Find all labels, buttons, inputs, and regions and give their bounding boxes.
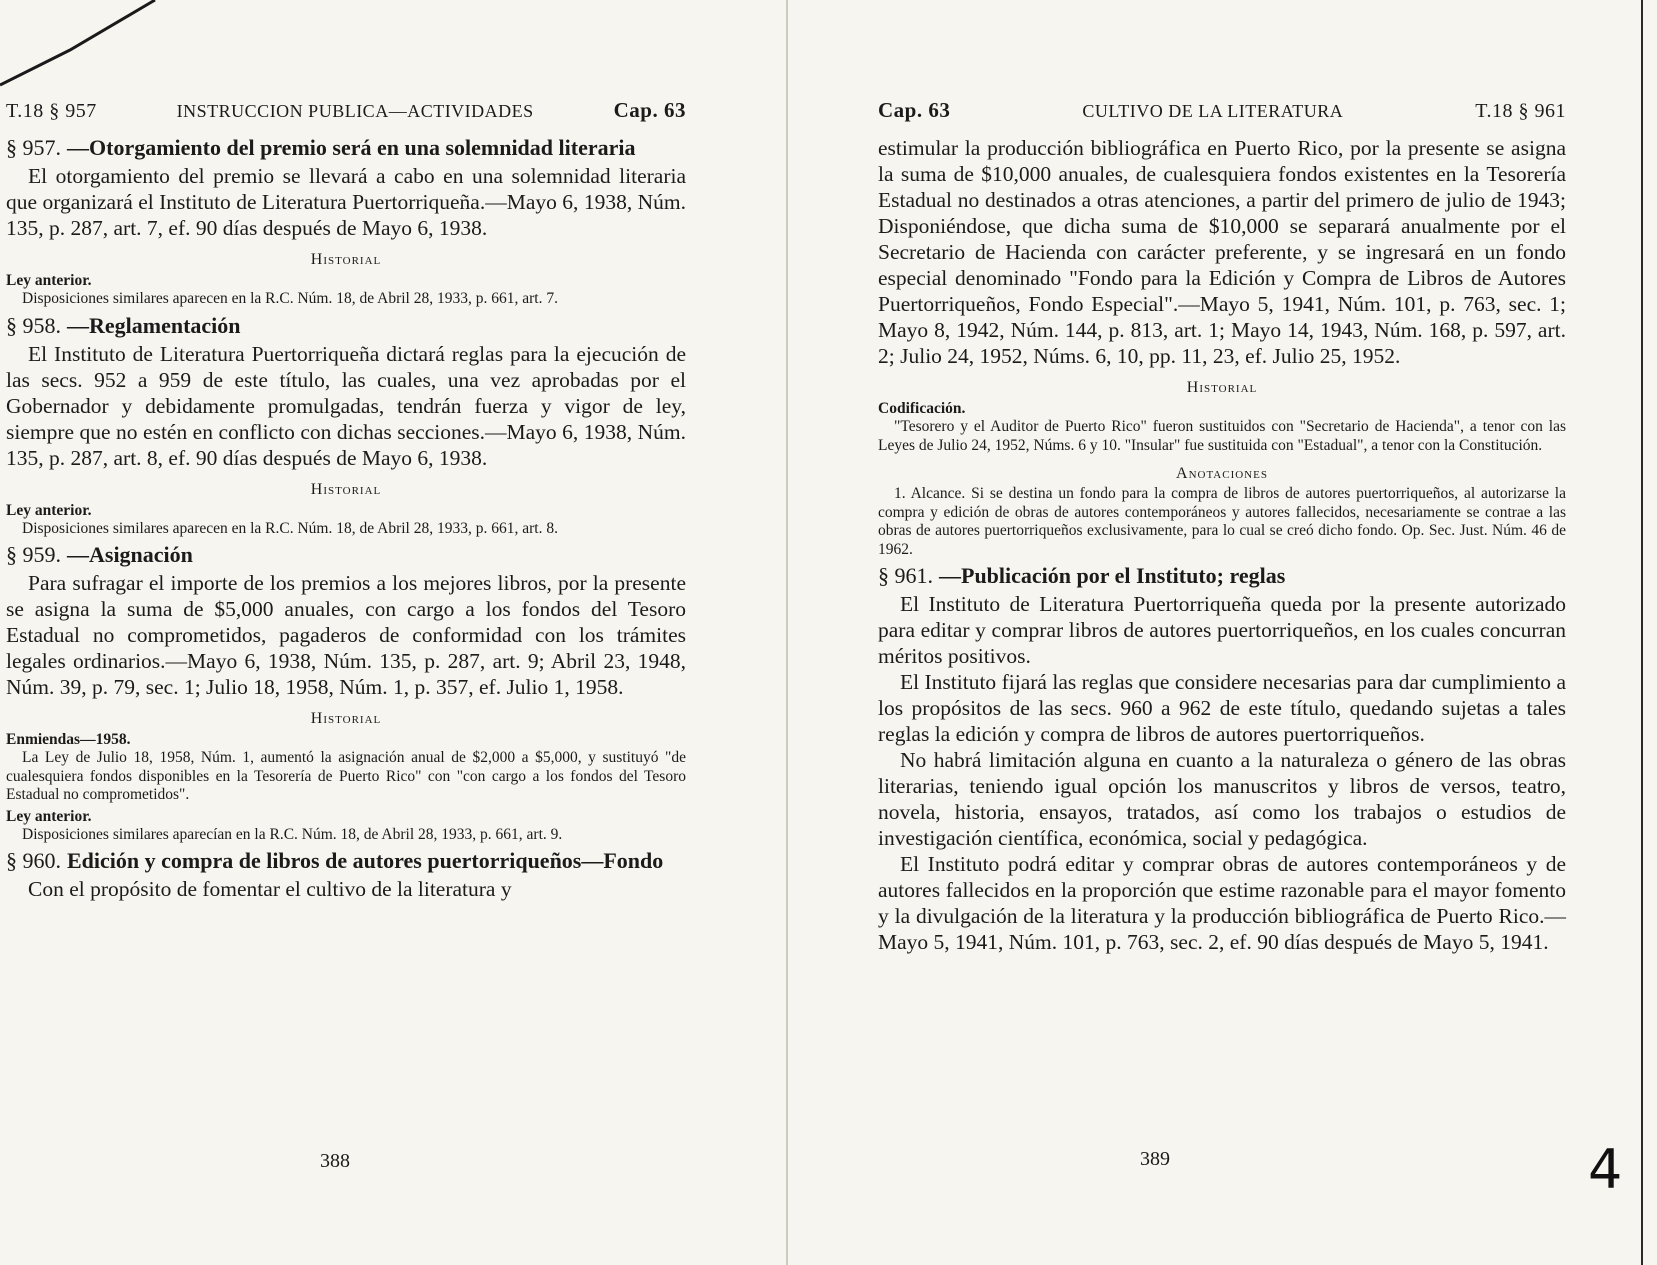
section-title: —Reglamentación xyxy=(67,312,241,338)
section-title: —Publicación por el Instituto; reglas xyxy=(939,563,1286,588)
left-head-right: Cap. 63 xyxy=(613,98,686,122)
section-heading xyxy=(6,313,686,339)
note-label: Ley anterior. xyxy=(6,807,92,825)
note-text: Disposiciones similares aparecen en la R.C. Núm. 18, de Abril 28, 1933, p. 661, art. 7. xyxy=(22,290,558,307)
note-text: 1. Alcance. Si se destina un fondo para la compra de libros de autores puertorriqueños, al autorizarse la compra y edición de obras de autores contemporáneos y autores fallecidos, necesariamente se contrae a las obras de autores puertorriqueños exclusivamente, para lo cual se creó dicho fondo. Op. Sec. Just. Núm. 46 de 1962. xyxy=(878,485,1566,558)
section-number: § 957. xyxy=(6,135,61,160)
section-heading xyxy=(6,848,686,874)
left-page xyxy=(0,0,790,1265)
handwritten-mark: 4 xyxy=(1588,1138,1623,1201)
historial-heading: Historial xyxy=(1186,379,1258,396)
right-page-number: 389 xyxy=(1140,1148,1170,1170)
right-content xyxy=(878,135,1566,955)
body-paragraph: estimular la producción bibliográfica en Puerto Rico, por la presente se asigna la suma de $10,000 anuales, de cualesquiera fondos existentes en la Tesorería Estadual no destinados a otras atenciones, a partir del primero de julio de 1943; Disponiéndose, que dicha suma de $10,000 se separará anualmente por el Secretario de Hacienda con carácter preferente, y se ingresará en un fondo especial denominado "Fondo para la Edición y Compra de Libros de Autores Puertorriqueños, Fondo Especial".—Mayo 5, 1941, Núm. 101, p. 763, sec. 1; Mayo 8, 1942, Núm. 144, p. 813, art. 1; Mayo 14, 1943, Núm. 168, p. 597, art. 2; Julio 24, 1952, Núms. 6, 10, pp. 11, 23, ef. Julio 25, 1952. xyxy=(878,136,1566,368)
body-paragraph: El Instituto de Literatura Puertorriqueña queda por la presente autorizado para editar y comprar libros de autores puertorriqueños, en los cuales concurran méritos positivos. xyxy=(878,592,1566,668)
section-number: § 960. xyxy=(6,848,61,873)
book-gutter xyxy=(786,0,788,1265)
body-paragraph: Para sufragar el importe de los premios a los mejores libros, por la presente se asigna la suma de $5,000 anuales, con cargo a los fondos del Tesoro Estadual no comprometidos, pagaderos de conformidad con los trámites legales ordinarios.—Mayo 6, 1938, Núm. 135, p. 287, art. 9; Abril 23, 1948, Núm. 39, p. 79, sec. 1; Julio 18, 1958, Núm. 1, p. 357, ef. Julio 1, 1958. xyxy=(6,571,686,699)
section-heading xyxy=(6,135,686,161)
left-head-left: T.18 § 957 xyxy=(6,100,97,122)
section-number: § 961. xyxy=(878,563,933,588)
note-text: "Tesorero y el Auditor de Puerto Rico" fueron sustituidos con "Secretario de Hacienda", a tenor con las Leyes de Julio 24, 1952, Núms. 6 y 10. "Insular" fue sustituida con "Estadual", a tenor con la Constitución. xyxy=(878,418,1566,454)
right-running-head xyxy=(878,98,1566,123)
right-head-right: T.18 § 961 xyxy=(1475,100,1566,122)
note-label: Codificación. xyxy=(878,400,966,417)
left-running-head xyxy=(6,98,686,123)
note-label: Ley anterior. xyxy=(6,272,92,289)
left-column xyxy=(6,98,686,902)
body-paragraph: El Instituto podrá editar y comprar obras de autores contemporáneos y de autores fallecidos en la proporción que estime razonable para el mayor fomento y la divulgación de la literatura y la producción bibliográfica de Puerto Rico.—Mayo 5, 1941, Núm. 101, p. 763, sec. 2, ef. 90 días después de Mayo 5, 1941. xyxy=(878,852,1566,954)
body-paragraph: No habrá limitación alguna en cuanto a la naturaleza o género de las obras literarias, teniendo igual opción los manuscritos y libros de versos, teatro, novela, historia, ensayos, tratados, así como los trabajos o estudios de investigación científica, económica, social y pedagógica. xyxy=(878,748,1566,850)
note-label: Ley anterior. xyxy=(6,501,92,519)
left-content xyxy=(6,135,686,902)
left-head-center: INSTRUCCION PUBLICA—ACTIVIDADES xyxy=(176,101,534,121)
right-head-left: Cap. 63 xyxy=(878,98,951,122)
section-number: § 959. xyxy=(6,542,61,567)
body-paragraph: El Instituto de Literatura Puertorriqueña dictará reglas para la ejecución de las secs. 952 a 959 de este título, las cuales, una vez aprobadas por el Gobernador y debidamente promulgadas, tendrán fuerza y vigor de ley, siempre que no estén en conflicto con dichas secciones.—Mayo 6, 1938, Núm. 135, p. 287, art. 8, ef. 90 días después de Mayo 6, 1938. xyxy=(6,341,686,470)
note-text: La Ley de Julio 18, 1958, Núm. 1, aumentó la asignación anual de $2,000 a $5,000, y sustituyó "de cualesquiera fondos disponibles en la Tesorería de Puerto Rico" con "con cargo a los fondos del Tesoro Estadual no comprometidos". xyxy=(6,749,686,803)
note-text: Disposiciones similares aparecían en la R.C. Núm. 18, de Abril 28, 1933, p. 661, art. 9. xyxy=(22,825,563,843)
section-title: —Otorgamiento del premio será en una solemnidad literaria xyxy=(67,135,636,160)
right-head-center: CULTIVO DE LA LITERATURA xyxy=(1082,101,1344,121)
historial-heading: Anotaciones xyxy=(1176,465,1268,482)
page-edge-line xyxy=(1641,0,1643,1265)
historial-heading: Historial xyxy=(310,251,382,268)
note-text: Disposiciones similares aparecen en la R.C. Núm. 18, de Abril 28, 1933, p. 661, art. 8. xyxy=(22,519,558,537)
section-heading xyxy=(878,563,1566,589)
section-number: § 958. xyxy=(6,312,61,338)
body-paragraph: Con el propósito de fomentar el cultivo de la literatura y xyxy=(28,877,512,901)
section-heading xyxy=(6,542,686,568)
historial-heading: Historial xyxy=(310,710,382,727)
body-paragraph: El otorgamiento del premio se llevará a cabo en una solemnidad literaria que organizará el Instituto de Literatura Puertorriqueña.—Mayo 6, 1938, Núm. 135, p. 287, art. 7, ef. 90 días después de Mayo 6, 1938. xyxy=(6,164,686,240)
left-page-number: 388 xyxy=(320,1150,350,1172)
note-label: Enmiendas—1958. xyxy=(6,731,131,748)
right-column xyxy=(878,98,1566,955)
historial-heading: Historial xyxy=(310,480,382,498)
section-title: —Asignación xyxy=(67,542,193,567)
section-title: Edición y compra de libros de autores puertorriqueños—Fondo xyxy=(67,848,664,873)
body-paragraph: El Instituto fijará las reglas que considere necesarias para dar cumplimiento a los propósitos de las secs. 960 a 962 de este título, quedando sujetas a tales reglas la edición y compra de libros de autores puertorriqueños. xyxy=(878,670,1566,746)
page-corner-fold-icon xyxy=(0,0,160,100)
right-page xyxy=(790,0,1657,1265)
